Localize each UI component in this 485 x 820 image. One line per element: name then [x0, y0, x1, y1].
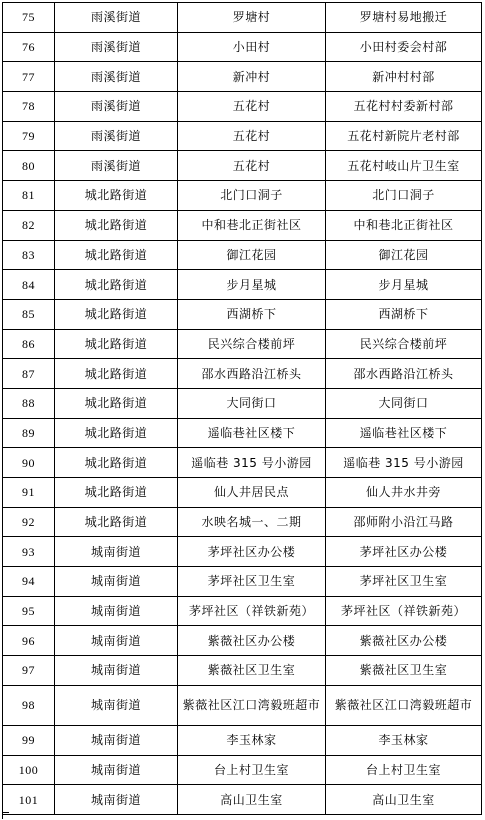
community-cell: 邵水西路沿江桥头: [178, 359, 326, 389]
row-number: 100: [3, 755, 55, 785]
row-number: 86: [3, 329, 55, 359]
row-number: 78: [3, 92, 55, 122]
table-row: [3, 656, 482, 686]
row-number: 89: [3, 418, 55, 448]
location-cell: 紫薇社区办公楼: [326, 626, 482, 656]
table-row: [3, 151, 482, 181]
table-row: [3, 359, 482, 389]
row-number: 94: [3, 567, 55, 597]
table-row: [3, 32, 482, 62]
row-number: 87: [3, 359, 55, 389]
location-cell: 西湖桥下: [326, 299, 482, 329]
street-cell: 雨溪街道: [55, 32, 178, 62]
table-row: [3, 785, 482, 815]
table-row: [3, 596, 482, 626]
table-row: [3, 3, 482, 33]
location-cell: 遥临巷 315 号小游园: [326, 448, 482, 478]
table-row: [3, 121, 482, 151]
table-row: [3, 299, 482, 329]
table-row: [3, 62, 482, 92]
site-table-body: [3, 3, 482, 815]
table-row: [3, 210, 482, 240]
location-cell: 北门口洞子: [326, 181, 482, 211]
site-table: [2, 2, 482, 815]
community-cell: 紫薇社区卫生室: [178, 656, 326, 686]
street-cell: 城北路街道: [55, 210, 178, 240]
row-number: 77: [3, 62, 55, 92]
table-row: [3, 181, 482, 211]
location-cell: 台上村卫生室: [326, 755, 482, 785]
street-cell: 城北路街道: [55, 418, 178, 448]
table-row: [3, 329, 482, 359]
table-row: [3, 240, 482, 270]
location-cell: 五花村新院片老村部: [326, 121, 482, 151]
row-number: 97: [3, 656, 55, 686]
community-cell: 高山卫生室: [178, 785, 326, 815]
table-row: [3, 507, 482, 537]
table-row: [3, 685, 482, 725]
table-row: [3, 388, 482, 418]
table-row: [3, 418, 482, 448]
row-number: 92: [3, 507, 55, 537]
location-cell: 御江花园: [326, 240, 482, 270]
street-cell: 城南街道: [55, 656, 178, 686]
community-cell: 御江花园: [178, 240, 326, 270]
street-cell: 城北路街道: [55, 329, 178, 359]
table-row: [3, 626, 482, 656]
street-cell: 城北路街道: [55, 270, 178, 300]
community-cell: 水映名城一、二期: [178, 507, 326, 537]
community-cell: 遥临巷社区楼下: [178, 418, 326, 448]
community-cell: 罗塘村: [178, 3, 326, 33]
community-cell: 紫薇社区江口湾毅班超市: [178, 685, 326, 725]
street-cell: 城北路街道: [55, 507, 178, 537]
location-cell: 邵师附小沿江马路: [326, 507, 482, 537]
table-row: [3, 448, 482, 478]
street-cell: 城北路街道: [55, 359, 178, 389]
table-row: [3, 725, 482, 755]
row-number: 79: [3, 121, 55, 151]
table-row: [3, 537, 482, 567]
location-cell: 遥临巷社区楼下: [326, 418, 482, 448]
row-number: 101: [3, 785, 55, 815]
location-cell: 茅坪社区卫生室: [326, 567, 482, 597]
street-cell: 城南街道: [55, 755, 178, 785]
table-row: [3, 92, 482, 122]
location-cell: 茅坪社区办公楼: [326, 537, 482, 567]
community-cell: 西湖桥下: [178, 299, 326, 329]
community-cell: 五花村: [178, 151, 326, 181]
community-cell: 紫薇社区办公楼: [178, 626, 326, 656]
street-cell: 雨溪街道: [55, 151, 178, 181]
location-cell: 茅坪社区（祥铁新苑）: [326, 596, 482, 626]
street-cell: 城南街道: [55, 725, 178, 755]
row-number: 90: [3, 448, 55, 478]
street-cell: 城北路街道: [55, 448, 178, 478]
location-cell: 高山卫生室: [326, 785, 482, 815]
community-cell: 步月星城: [178, 270, 326, 300]
community-cell: 民兴综合楼前坪: [178, 329, 326, 359]
location-cell: 中和巷北正街社区: [326, 210, 482, 240]
row-number: 75: [3, 3, 55, 33]
street-cell: 雨溪街道: [55, 121, 178, 151]
street-cell: 城南街道: [55, 537, 178, 567]
row-number: 88: [3, 388, 55, 418]
street-cell: 城南街道: [55, 596, 178, 626]
community-cell: 五花村: [178, 121, 326, 151]
row-number: 91: [3, 478, 55, 508]
row-number: 76: [3, 32, 55, 62]
page-corner-mark: [2, 812, 9, 819]
community-cell: 中和巷北正街社区: [178, 210, 326, 240]
location-cell: 罗塘村易地搬迁: [326, 3, 482, 33]
row-number: 96: [3, 626, 55, 656]
street-cell: 雨溪街道: [55, 62, 178, 92]
community-cell: 遥临巷 315 号小游园: [178, 448, 326, 478]
street-cell: 城北路街道: [55, 181, 178, 211]
table-row: [3, 270, 482, 300]
table-row: [3, 567, 482, 597]
table-row: [3, 755, 482, 785]
community-cell: 仙人井居民点: [178, 478, 326, 508]
table-row: [3, 478, 482, 508]
row-number: 83: [3, 240, 55, 270]
community-cell: 台上村卫生室: [178, 755, 326, 785]
row-number: 82: [3, 210, 55, 240]
street-cell: 城南街道: [55, 567, 178, 597]
row-number: 95: [3, 596, 55, 626]
row-number: 98: [3, 685, 55, 725]
street-cell: 城南街道: [55, 785, 178, 815]
community-cell: 茅坪社区（祥铁新苑）: [178, 596, 326, 626]
row-number: 84: [3, 270, 55, 300]
location-cell: 紫薇社区卫生室: [326, 656, 482, 686]
street-cell: 城南街道: [55, 685, 178, 725]
location-cell: 大同街口: [326, 388, 482, 418]
location-cell: 小田村委会村部: [326, 32, 482, 62]
community-cell: 茅坪社区办公楼: [178, 537, 326, 567]
community-cell: 五花村: [178, 92, 326, 122]
street-cell: 城北路街道: [55, 478, 178, 508]
community-cell: 茅坪社区卫生室: [178, 567, 326, 597]
location-cell: 五花村岐山片卫生室: [326, 151, 482, 181]
street-cell: 城南街道: [55, 626, 178, 656]
community-cell: 大同街口: [178, 388, 326, 418]
community-cell: 新冲村: [178, 62, 326, 92]
street-cell: 城北路街道: [55, 299, 178, 329]
street-cell: 雨溪街道: [55, 3, 178, 33]
location-cell: 新冲村村部: [326, 62, 482, 92]
row-number: 99: [3, 725, 55, 755]
location-cell: 步月星城: [326, 270, 482, 300]
location-cell: 紫薇社区江口湾毅班超市: [326, 685, 482, 725]
row-number: 81: [3, 181, 55, 211]
location-cell: 五花村村委新村部: [326, 92, 482, 122]
location-cell: 民兴综合楼前坪: [326, 329, 482, 359]
location-cell: 邵水西路沿江桥头: [326, 359, 482, 389]
row-number: 80: [3, 151, 55, 181]
community-cell: 小田村: [178, 32, 326, 62]
row-number: 93: [3, 537, 55, 567]
row-number: 85: [3, 299, 55, 329]
street-cell: 城北路街道: [55, 240, 178, 270]
street-cell: 城北路街道: [55, 388, 178, 418]
location-cell: 仙人井水井旁: [326, 478, 482, 508]
community-cell: 北门口洞子: [178, 181, 326, 211]
community-cell: 李玉林家: [178, 725, 326, 755]
street-cell: 雨溪街道: [55, 92, 178, 122]
location-cell: 李玉林家: [326, 725, 482, 755]
